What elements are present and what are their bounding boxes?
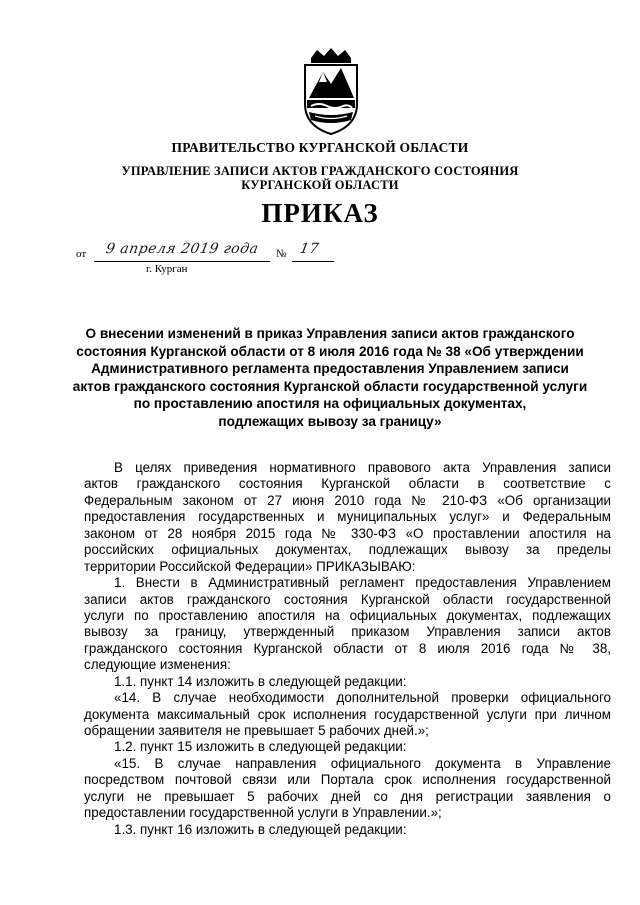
department-name-line1: УПРАВЛЕНИЕ ЗАПИСИ АКТОВ ГРАЖДАНСКОГО СОСТОЯНИЯ	[121, 164, 519, 178]
body-line: посредством почтовой связи или Портала срок исполнения государственной	[84, 772, 611, 788]
body-line: документа максимальный срок исполнения государственной услуги при личном	[84, 706, 611, 722]
department-name-line2: КУРГАНСКОЙ ОБЛАСТИ	[241, 178, 399, 192]
number-underline	[292, 261, 334, 262]
body-line: услуги не превышает 5 рабочих дней со дня регистрации заявления о	[84, 788, 611, 804]
body-line: обращении заявителя не превышает 5 рабочих дней.»;	[84, 723, 429, 738]
from-label: от	[76, 248, 87, 260]
body-line: «14. В случае необходимости дополнительной проверки официального	[114, 690, 611, 706]
subject-line: О внесении изменений в приказ Управления записи актов гражданского	[85, 326, 575, 341]
body-line: Федеральным законом от 27 июня 2010 года № 210-ФЗ «Об организации	[84, 492, 611, 508]
body-line: 1.3. пункт 16 изложить в следующей редакции:	[114, 821, 407, 837]
body-line: предоставления государственных и муниципальных услуг» и Федеральным	[84, 509, 611, 525]
body-line: вывозу за границу, утвержденный приказом Управления записи актов	[84, 624, 611, 640]
date-underline	[94, 261, 270, 262]
order-body	[84, 460, 611, 838]
body-line: В целях приведения нормативного правового акта Управления записи	[114, 460, 611, 475]
body-line: актов гражданского состояния Курганской области в соответствие с	[84, 476, 611, 492]
kurgan-coat-of-arms-icon	[297, 48, 365, 136]
subject-line: актов гражданского состояния Курганской области государственной услуги	[72, 378, 588, 394]
body-line: «15. В случае направления официального документа в Управление	[114, 755, 611, 771]
body-line: российских официальных документах, подлежащих вывозу за пределы	[84, 542, 611, 558]
body-line: следующие изменения:	[84, 657, 231, 673]
body-line: услуги по проставлению апостиля на официальных документах, подлежащих	[84, 607, 611, 623]
order-subject	[60, 325, 600, 430]
number-label: №	[276, 248, 287, 260]
body-line: предоставлении государственной услуги в Управлении.»;	[84, 805, 442, 821]
body-line: записи актов гражданского состояния Курганской области государственной	[84, 591, 611, 607]
handwritten-number: 17	[298, 241, 321, 257]
body-line: территории Российской Федерации» ПРИКАЗЫВАЮ:	[84, 558, 416, 574]
subject-line: подлежащих вывозу за границу»	[218, 413, 442, 429]
body-line: законом от 28 ноября 2015 года № 330-ФЗ «О проставлении апостиля на	[84, 525, 611, 541]
subject-line: Административного регламента предоставления Управлением записи	[91, 361, 569, 376]
body-line: 1.2. пункт 15 изложить в следующей редакции:	[114, 739, 407, 755]
subject-line: состояния Курганской области от 8 июля 2016 года № 38 «Об утверждении	[76, 343, 584, 359]
order-title: ПРИКАЗ	[261, 198, 379, 228]
city-label: г. Курган	[146, 263, 188, 275]
subject-line: по проставлению апостиля на официальных документах,	[133, 396, 527, 411]
body-line: гражданского состояния Курганской области от 8 июля 2016 года № 38,	[84, 640, 611, 656]
body-line: 1. Внести в Административный регламент предоставления Управлением	[114, 575, 611, 591]
government-name: ПРАВИТЕЛЬСТВО КУРГАНСКОЙ ОБЛАСТИ	[171, 140, 469, 155]
body-line: 1.1. пункт 14 изложить в следующей редакции:	[114, 673, 407, 689]
handwritten-date: 9 апреля 2019 года	[104, 241, 260, 257]
